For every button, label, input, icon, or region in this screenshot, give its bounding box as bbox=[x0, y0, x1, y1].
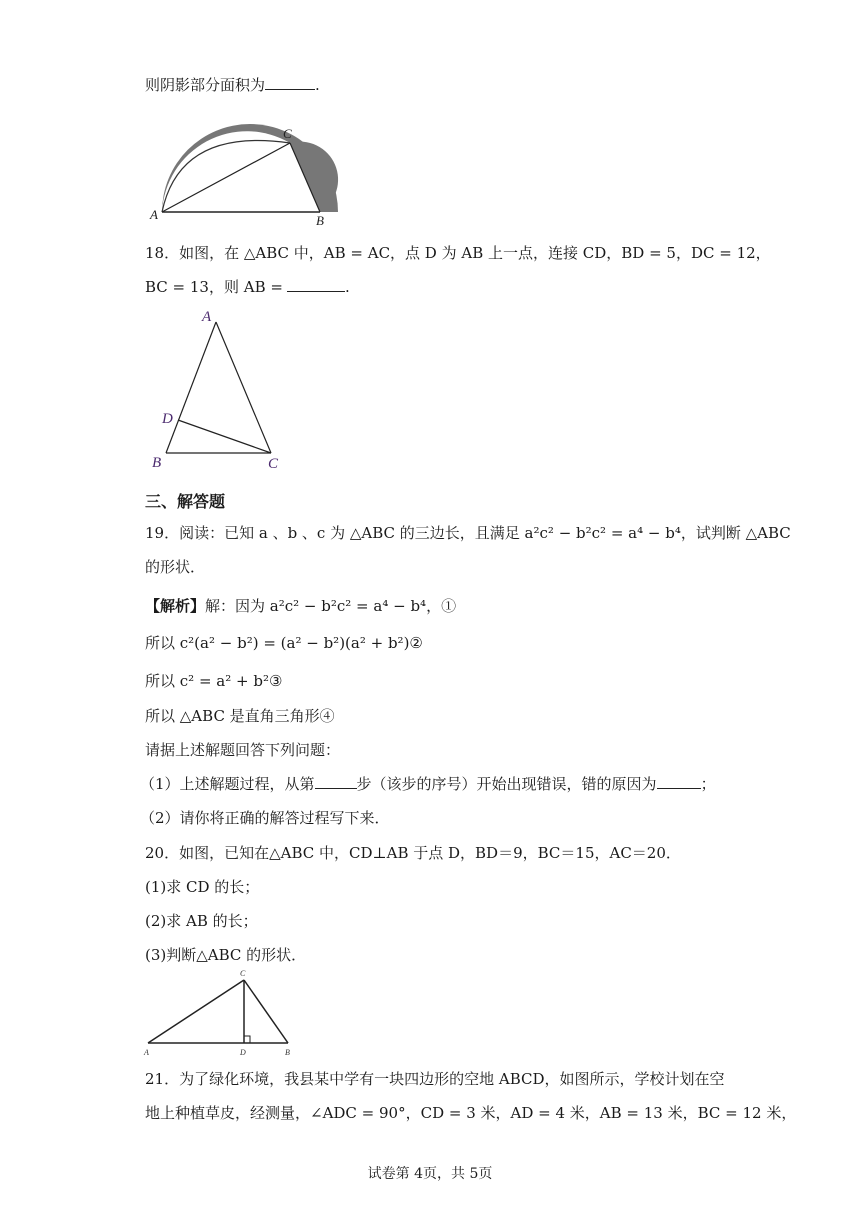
figure-20 bbox=[140, 965, 300, 1060]
fig18-label-a: A bbox=[202, 309, 212, 325]
q18-end: . bbox=[344, 278, 350, 296]
fig20-right-angle-mark bbox=[244, 1036, 250, 1043]
fig18-label-c: C bbox=[268, 456, 279, 472]
fig17-label-a: A bbox=[150, 207, 158, 222]
q18-answer-blank bbox=[287, 290, 345, 292]
q19-sub1-end: ； bbox=[700, 775, 716, 793]
q20-part3: (3)判断△ABC 的形状． bbox=[145, 946, 307, 964]
q17-question: 则阴影部分面积为 bbox=[145, 76, 266, 94]
q19-sub2: （2）请你将正确的解答过程写下来． bbox=[140, 809, 390, 827]
q19-line2: 的形状． bbox=[145, 558, 206, 576]
q19-analysis bbox=[145, 595, 456, 616]
fig20-side-ac bbox=[148, 980, 244, 1043]
figure-18 bbox=[148, 305, 288, 475]
fig18-label-b: B bbox=[152, 455, 162, 471]
fig17-label-b: B bbox=[316, 213, 324, 228]
q17-answer-blank bbox=[265, 88, 315, 90]
q19-sub1-part2: 步（该步的序号）开始出现错误，错的原因为 bbox=[356, 775, 657, 793]
q19-step2: 所以 c²(a² − b²) = (a² − b²)(a² + b²)② bbox=[145, 634, 423, 652]
fig20-label-d: D bbox=[240, 1048, 246, 1057]
q20-part1: (1)求 CD 的长； bbox=[145, 878, 260, 896]
q17-end: . bbox=[315, 76, 320, 94]
analysis-tag: 【解析】 bbox=[145, 597, 206, 615]
q19-prompt: 请据上述解题回答下列问题： bbox=[145, 741, 341, 759]
q20-part2: (2)求 AB 的长； bbox=[145, 912, 258, 930]
q19-step-blank bbox=[315, 787, 357, 789]
q19-reason-blank bbox=[657, 787, 701, 789]
q18-line2-text: BC = 13，则 AB = bbox=[145, 278, 283, 296]
figure-17 bbox=[140, 105, 360, 230]
fig20-side-bc bbox=[244, 980, 288, 1043]
fig20-label-b: B bbox=[285, 1048, 290, 1057]
fig17-label-c: C bbox=[283, 126, 292, 141]
page-footer: 试卷第 4页，共 5页 bbox=[367, 1166, 493, 1182]
q19-step3: 所以 c² = a² + b²③ bbox=[145, 672, 283, 690]
fig20-label-a: A bbox=[144, 1048, 149, 1057]
q17-text bbox=[145, 74, 320, 95]
q18-line2 bbox=[145, 276, 350, 297]
fig18-label-d: D bbox=[162, 411, 173, 427]
q21-line1: 21．为了绿化环境，我县某中学有一块四边形的空地 ABCD，如图所示，学校计划在空 bbox=[145, 1070, 725, 1088]
q21-line2: 地上种植草皮，经测量，∠ADC = 90°，CD = 3 米，AD = 4 米，AB = 13 米，BC = 12 米， bbox=[145, 1104, 797, 1122]
q20-line1: 20．如图，已知在△ABC 中，CD⊥AB 于点 D，BD＝9，BC＝15，AC＝20． bbox=[145, 844, 681, 862]
q19-line1: 19．阅读：已知 a 、b 、c 为 △ABC 的三边长，且满足 a²c² − b²c² = a⁴ − b⁴，试判断 △ABC bbox=[145, 524, 791, 542]
q18-line1: 18．如图，在 △ABC 中，AB = AC，点 D 为 AB 上一点，连接 CD，BD = 5，DC = 12， bbox=[145, 244, 771, 262]
fig20-label-c: C bbox=[240, 969, 246, 978]
fig18-segment-dc bbox=[178, 420, 271, 453]
section-heading: 三、解答题 bbox=[145, 492, 226, 511]
fig18-side-ac bbox=[216, 322, 271, 453]
q19-step4: 所以 △ABC 是直角三角形④ bbox=[145, 707, 335, 725]
q19-sub1-part1: （1）上述解题过程，从第 bbox=[140, 775, 315, 793]
analysis-text: 解：因为 a²c² − b²c² = a⁴ − b⁴，① bbox=[205, 597, 457, 615]
fig18-side-ab bbox=[166, 322, 216, 453]
q19-sub1 bbox=[140, 773, 716, 794]
